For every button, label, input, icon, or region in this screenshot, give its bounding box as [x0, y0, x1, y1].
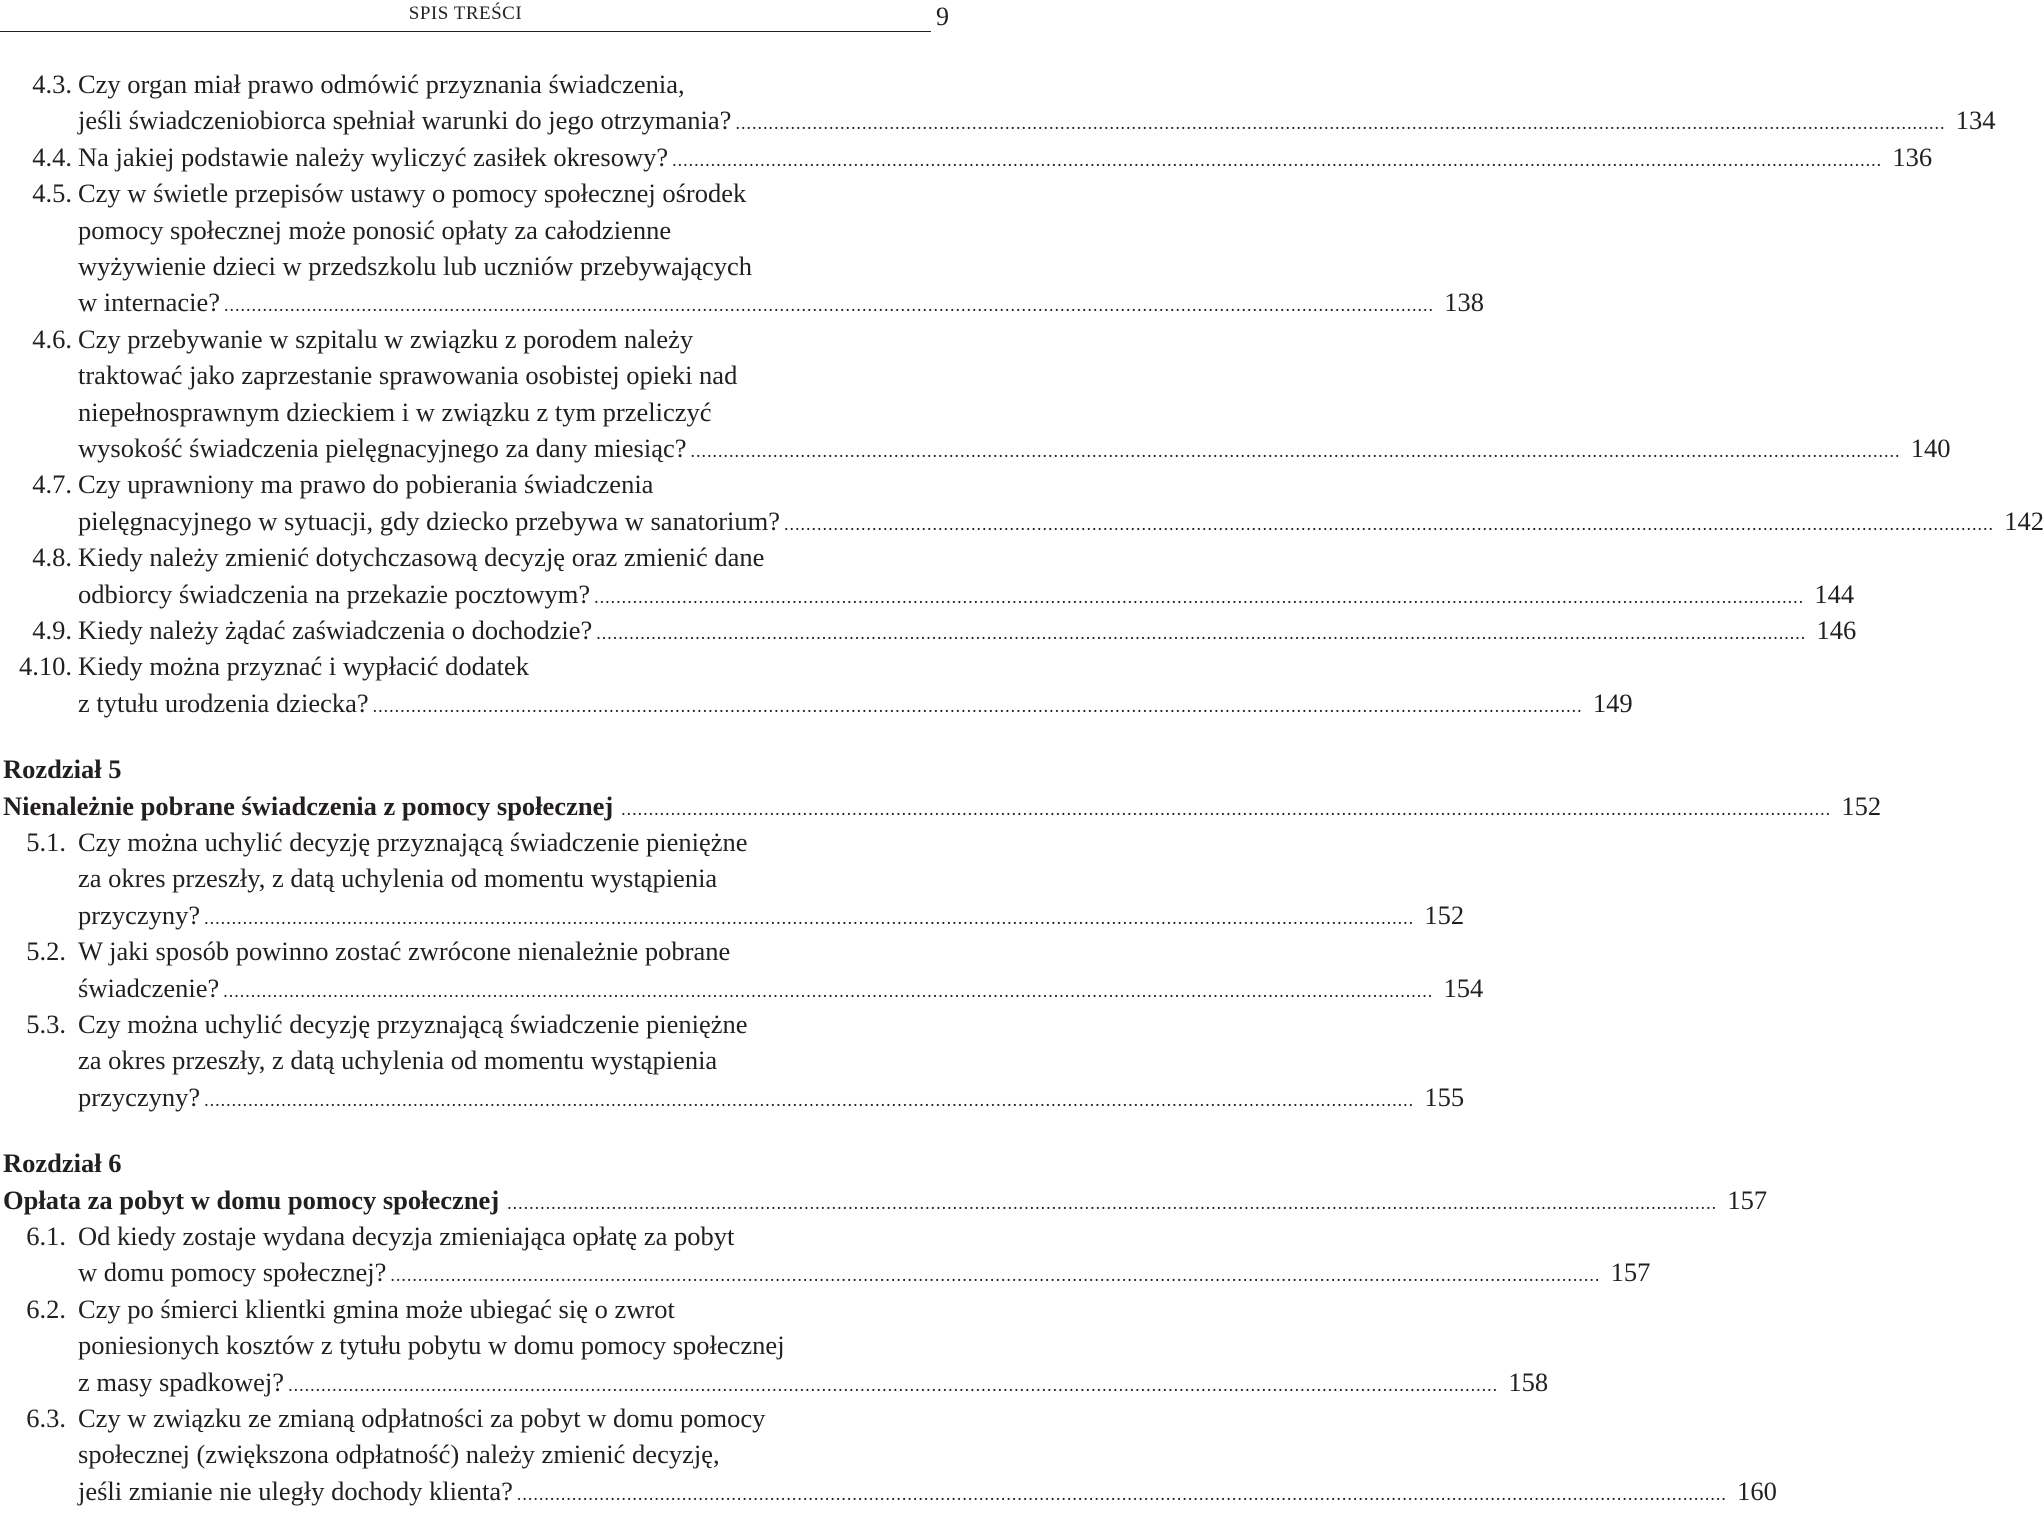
entry-text: przyczyny?: [78, 899, 201, 930]
entry-text: pielęgnacyjnego w sytuacji, gdy dziecko przebywa w sanatorium?: [78, 505, 781, 536]
chapter-title-row: [0, 788, 1882, 824]
entry-page: 157: [1610, 1257, 1651, 1288]
toc-line: [0, 824, 960, 860]
entry-text: z masy spadkowej?: [78, 1366, 285, 1397]
entry-text: Czy w świetle przepisów ustawy o pomocy społecznej ośrodek: [78, 178, 747, 209]
entry-text: przyczyny?: [78, 1081, 201, 1112]
toc-line: [0, 212, 960, 248]
toc-line: [0, 1042, 960, 1078]
entry-page: 134: [1955, 105, 1996, 136]
entry-number: 4.5.: [32, 178, 72, 209]
dot-leader: ............................................................................................................................................................................................................................: [204, 1089, 1415, 1110]
entry-page: 142: [2004, 505, 2044, 536]
entry-text: za okres przeszły, z datą uchylenia od momentu wystąpienia: [78, 1045, 718, 1076]
toc-line: [0, 394, 960, 430]
entry-text: Czy można uchylić decyzję przyznającą świadczenie pieniężne: [78, 827, 748, 857]
toc-line: [0, 1400, 960, 1436]
toc-line: [0, 430, 1951, 466]
entry-text: Czy po śmierci klientki gmina może ubiegać się o zwrot: [78, 1293, 675, 1324]
dot-leader: ............................................................................................................................................................................................................................: [288, 1374, 1499, 1395]
toc-line: [0, 685, 1633, 721]
entry-page: 138: [1444, 287, 1484, 318]
page-number: 9: [936, 2, 949, 31]
toc-line: [0, 466, 960, 502]
toc-line: [0, 970, 1484, 1006]
entry-last-line: [78, 612, 1857, 651]
toc-line: [0, 321, 960, 357]
toc-line: [0, 1218, 960, 1254]
entry-text: pomocy społecznej może ponosić opłaty za całodzienne: [78, 214, 672, 245]
dot-leader: ............................................................................................................................................................................................................................: [784, 513, 1995, 534]
entry-page: 155: [1424, 1081, 1465, 1112]
dot-leader: ............................................................................................................................................................................................................................: [621, 798, 1832, 819]
entry-last-line: [78, 576, 1855, 615]
entry-page: 144: [1814, 578, 1855, 609]
entry-last-line: [78, 102, 1996, 141]
entry-page: 152: [1424, 899, 1465, 930]
entry-number: 5.3.: [26, 1009, 66, 1039]
dot-leader: ............................................................................................................................................................................................................................: [224, 295, 1434, 316]
toc-line: [0, 897, 1465, 933]
entry-page: 160: [1737, 1475, 1777, 1506]
entry-text: niepełnosprawnym dzieckiem i w związku z tym przeliczyć: [78, 396, 712, 427]
entry-last-line: [78, 139, 1933, 178]
entry-page: 136: [1892, 141, 1933, 172]
chapter-title-text: Nienależnie pobrane świadczenia z pomocy społecznej: [3, 790, 614, 821]
entry-last-line: [78, 970, 1484, 1009]
chapter-label-row: [0, 1145, 960, 1181]
toc-line: [0, 576, 1855, 612]
entry-text: jeśli świadczeniobiorca spełniał warunki do jego otrzymania?: [78, 105, 732, 136]
chapter-title: [3, 788, 1882, 827]
toc-line: [0, 1436, 960, 1472]
entry-page: 146: [1816, 615, 1857, 645]
toc-line: [0, 66, 960, 102]
chapter-label: Rozdział 6: [3, 1148, 122, 1179]
entry-text: poniesionych kosztów z tytułu pobytu w domu pomocy społecznej: [78, 1330, 785, 1361]
page-header: [0, 0, 960, 40]
entry-last-line: [78, 503, 2044, 542]
entry-page: 154: [1443, 972, 1484, 1003]
entry-last-line: [78, 685, 1633, 724]
entry-text: Czy w związku ze zmianą odpłatności za pobyt w domu pomocy: [78, 1403, 766, 1433]
entry-text: Kiedy należy zmienić dotychczasową decyzję oraz zmienić dane: [78, 542, 765, 573]
entry-last-line: [78, 1079, 1465, 1118]
running-head: SPIS TREŚCI: [408, 3, 523, 24]
toc-line: [0, 1473, 1777, 1509]
toc-line: [0, 612, 1857, 648]
entry-text: Czy można uchylić decyzję przyznającą świadczenie pieniężne: [78, 1009, 748, 1039]
toc-line: [0, 1254, 1651, 1290]
dot-leader: ............................................................................................................................................................................................................................: [372, 695, 1583, 716]
header-rule: [0, 31, 931, 32]
entry-number: 5.2.: [26, 936, 66, 967]
dot-leader: ............................................................................................................................................................................................................................: [596, 623, 1807, 643]
chapter-page: 157: [1727, 1184, 1768, 1215]
entry-number: 4.4.: [32, 141, 72, 172]
entry-number: 6.3.: [26, 1403, 66, 1433]
entry-text: Czy uprawniony ma prawo do pobierania świadczenia: [78, 469, 654, 500]
dot-leader: ............................................................................................................................................................................................................................: [204, 907, 1415, 928]
entry-text: za okres przeszły, z datą uchylenia od momentu wystąpienia: [78, 863, 718, 894]
toc-line: [0, 284, 1484, 320]
toc-line: [0, 1006, 960, 1042]
dot-leader: ............................................................................................................................................................................................................................: [390, 1265, 1601, 1286]
entry-last-line: [78, 1254, 1651, 1293]
entry-text: odbiorcy świadczenia na przekazie pocztowym?: [78, 578, 591, 609]
entry-text: społecznej (zwiększona odpłatność) należy zmienić decyzję,: [78, 1439, 720, 1470]
dot-leader: ............................................................................................................................................................................................................................: [735, 113, 1946, 134]
chapter-title-row: [0, 1182, 1768, 1218]
entry-text: Od kiedy zostaje wydana decyzja zmieniająca opłatę za pobyt: [78, 1221, 735, 1251]
entry-page: 140: [1910, 433, 1951, 463]
entry-last-line: [78, 1473, 1777, 1512]
toc-line: [0, 248, 960, 284]
entry-number: 4.8.: [32, 542, 72, 573]
entry-page: 149: [1592, 687, 1633, 718]
entry-text: w internacie?: [78, 287, 220, 318]
entry-text: Na jakiej podstawie należy wyliczyć zasiłek okresowy?: [78, 141, 669, 172]
toc-line: [0, 1364, 1549, 1400]
toc-line: [0, 175, 960, 211]
toc-line: [0, 1079, 1465, 1115]
dot-leader: ............................................................................................................................................................................................................................: [672, 149, 1883, 170]
entry-page: 158: [1508, 1366, 1549, 1397]
entry-text: wysokość świadczenia pielęgnacyjnego za dany miesiąc?: [78, 433, 687, 463]
chapter-title-text: Opłata za pobyt w domu pomocy społecznej: [3, 1184, 500, 1215]
toc-line: [0, 1327, 960, 1363]
entry-number: 6.1.: [26, 1221, 66, 1251]
entry-number: 4.10.: [19, 651, 72, 682]
entry-text: jeśli zmianie nie uległy dochody klienta?: [78, 1475, 513, 1506]
entry-last-line: [78, 284, 1484, 323]
chapter-label: Rozdział 5: [3, 754, 122, 785]
entry-number: 4.7.: [32, 469, 72, 500]
toc-line: [0, 860, 960, 896]
dot-leader: ............................................................................................................................................................................................................................: [516, 1483, 1727, 1504]
entry-number: 4.9.: [32, 615, 72, 645]
toc-line: [0, 1291, 960, 1327]
dot-leader: ............................................................................................................................................................................................................................: [594, 586, 1805, 607]
entry-last-line: [78, 1364, 1549, 1403]
toc-line: [0, 539, 960, 575]
entry-text: Kiedy można przyznać i wypłacić dodatek: [78, 651, 530, 682]
entry-number: 4.6.: [32, 323, 72, 354]
entry-text: Kiedy należy żądać zaświadczenia o dochodzie?: [78, 615, 593, 645]
entry-text: traktować jako zaprzestanie sprawowania osobistej opieki nad: [78, 360, 738, 391]
dot-leader: ............................................................................................................................................................................................................................: [690, 441, 1901, 461]
entry-number: 6.2.: [26, 1293, 66, 1324]
entry-text: Czy przebywanie w szpitalu w związku z porodem należy: [78, 323, 694, 354]
dot-leader: ............................................................................................................................................................................................................................: [507, 1192, 1718, 1213]
toc-line: [0, 102, 1996, 138]
entry-last-line: [78, 897, 1465, 936]
entry-last-line: [78, 430, 1951, 469]
toc-line: [0, 503, 2044, 539]
entry-text: W jaki sposób powinno zostać zwrócone nienależnie pobrane: [78, 936, 731, 967]
toc-line: [0, 648, 960, 684]
chapter-title: [3, 1182, 1768, 1221]
entry-text: wyżywienie dzieci w przedszkolu lub uczniów przebywających: [78, 251, 753, 281]
entry-text: w domu pomocy społecznej?: [78, 1257, 387, 1288]
entry-text: z tytułu urodzenia dziecka?: [78, 687, 369, 718]
toc-line: [0, 933, 960, 969]
toc-line: [0, 357, 960, 393]
entry-number: 5.1.: [26, 827, 66, 857]
chapter-label-row: [0, 751, 960, 787]
toc-line: [0, 139, 1933, 175]
entry-text: Czy organ miał prawo odmówić przyznania świadczenia,: [78, 69, 685, 99]
chapter-page: 152: [1841, 790, 1882, 821]
entry-text: świadczenie?: [78, 972, 220, 1003]
dot-leader: ............................................................................................................................................................................................................................: [223, 980, 1434, 1001]
entry-number: 4.3.: [32, 69, 72, 99]
